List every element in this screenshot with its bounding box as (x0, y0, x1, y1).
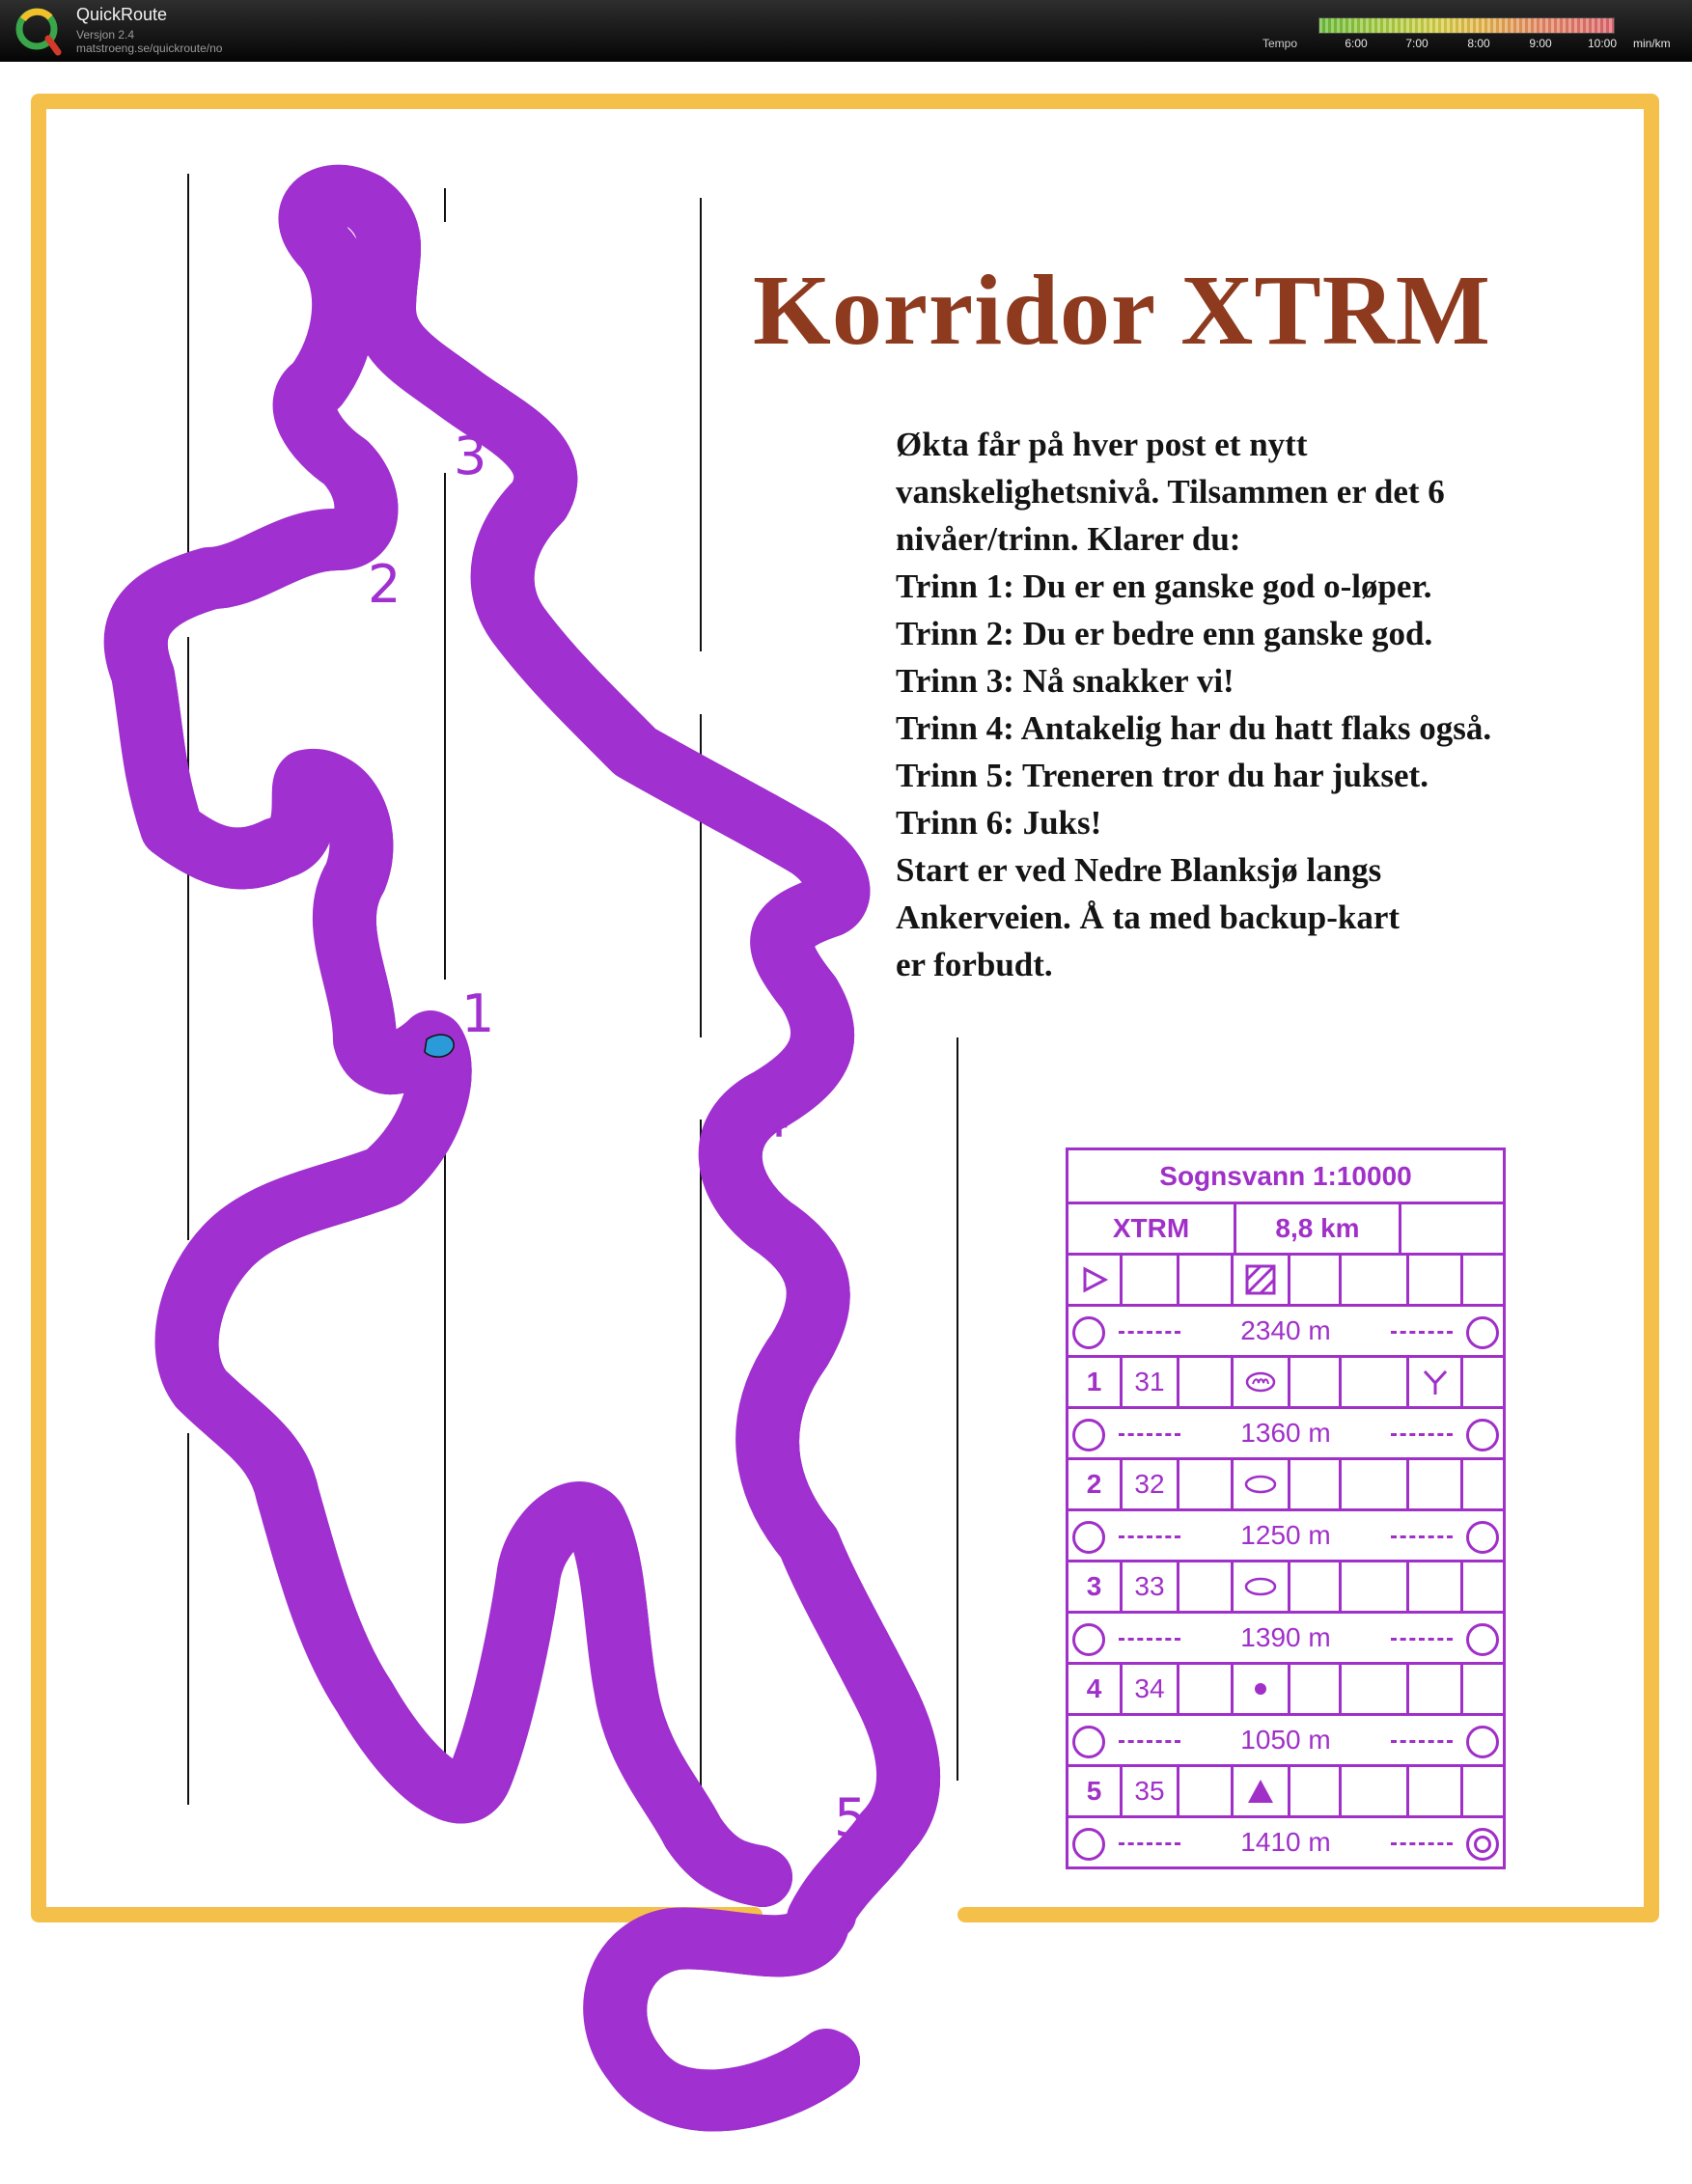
app-version: Versjon 2.4 (76, 28, 135, 41)
cd-leg-distance: 1250 m (1240, 1520, 1331, 1550)
leg-end-circle-icon (1466, 1726, 1499, 1758)
cd-course-row (1068, 1202, 1503, 1253)
leg-end-circle-icon (1466, 1623, 1499, 1656)
hatched-square-icon (1231, 1256, 1288, 1304)
cd-empty-cell (1339, 1562, 1406, 1611)
cd-control-number: 5 (1086, 1776, 1102, 1806)
leg-dash (1391, 1535, 1453, 1538)
cd-control-row (1068, 1764, 1503, 1815)
cd-empty-cell (1177, 1665, 1231, 1713)
leg-dash (1391, 1740, 1453, 1743)
orienteering-map[interactable] (0, 62, 1692, 2184)
map-description (896, 421, 1491, 988)
knoll-icon (1231, 1460, 1288, 1508)
description-line: er forbudt. (896, 946, 1053, 983)
cd-empty-cell (1339, 1665, 1406, 1713)
finish-circle-icon (1466, 1828, 1499, 1861)
tempo-color-scale (1318, 17, 1615, 34)
leg-start-circle-icon (1072, 1316, 1105, 1349)
control-number-4: 4 (757, 1089, 791, 1149)
cd-leg-distance: 1050 m (1240, 1725, 1331, 1755)
cd-leg-distance: 1360 m (1240, 1418, 1331, 1448)
cd-leg (1068, 1716, 1503, 1764)
start-triangle-icon (1068, 1256, 1120, 1304)
cd-leg-row (1068, 1611, 1503, 1662)
tempo-tick: 7:00 (1405, 37, 1428, 50)
leg-dash (1391, 1331, 1453, 1334)
cd-control-number: 3 (1086, 1571, 1102, 1601)
triangle-filled-icon (1231, 1767, 1288, 1815)
lake (425, 1035, 454, 1057)
leg-start-circle-icon (1072, 1521, 1105, 1554)
control-number-1: 1 (461, 983, 495, 1044)
description-line: Trinn 5: Treneren tror du har jukset. (896, 757, 1428, 794)
cd-empty-cell (1177, 1358, 1231, 1406)
cd-leg (1068, 1307, 1503, 1355)
map-title: Korridor XTRM (753, 255, 1491, 366)
control-number-2: 2 (368, 554, 402, 615)
cd-empty-cell (1339, 1358, 1406, 1406)
cd-start-row (1068, 1253, 1503, 1304)
cd-control-code: 35 (1120, 1767, 1177, 1815)
cd-leg-row (1068, 1304, 1503, 1355)
cd-empty-cell (1460, 1562, 1503, 1611)
cd-empty-cell (1406, 1665, 1460, 1713)
description-line: Ankerveien. Å ta med backup-kart (896, 898, 1401, 936)
cd-empty-cell (1288, 1358, 1339, 1406)
leg-dash (1391, 1842, 1453, 1845)
description-line: Trinn 2: Du er bedre enn ganske god. (896, 615, 1433, 652)
description-line: nivåer/trinn. Klarer du: (896, 520, 1241, 558)
leg-dash (1119, 1638, 1180, 1641)
leg-dash (1119, 1535, 1180, 1538)
leg-dash (1119, 1842, 1180, 1845)
cd-empty-cell (1406, 1460, 1460, 1508)
tempo-tick: 10:00 (1587, 37, 1618, 50)
cd-empty-cell (1177, 1256, 1231, 1304)
cd-empty-cell (1288, 1562, 1339, 1611)
route-gps-track-red (134, 195, 906, 2100)
leg-dash (1119, 1740, 1180, 1743)
control-description-table (1066, 1147, 1506, 1869)
control-number-3: 3 (454, 426, 487, 486)
cd-course-length: 8,8 km (1234, 1204, 1399, 1253)
cd-empty-cell (1406, 1562, 1460, 1611)
cd-control-code: 34 (1120, 1665, 1177, 1713)
cd-course-name: XTRM (1112, 1213, 1190, 1243)
knoll-icon (1231, 1562, 1288, 1611)
description-line: Start er ved Nedre Blanksjø langs (896, 851, 1382, 889)
cd-leg-row (1068, 1508, 1503, 1560)
cd-leg (1068, 1511, 1503, 1560)
cd-leg-row (1068, 1815, 1503, 1866)
cd-empty-cell (1288, 1665, 1339, 1713)
leg-end-circle-icon (1466, 1316, 1499, 1349)
cd-control-code: 31 (1120, 1358, 1177, 1406)
cd-empty-cell (1339, 1767, 1406, 1815)
control-number-5: 5 (834, 1787, 868, 1848)
leg-dash (1119, 1331, 1180, 1334)
leg-start-circle-icon (1072, 1726, 1105, 1758)
app-title: QuickRoute (76, 5, 168, 24)
cd-control-row (1068, 1662, 1503, 1713)
cd-control-row (1068, 1457, 1503, 1508)
leg-start-circle-icon (1072, 1419, 1105, 1451)
leg-dash (1391, 1433, 1453, 1436)
cd-control-number: 2 (1086, 1469, 1102, 1499)
cd-control-code: 32 (1120, 1460, 1177, 1508)
cd-empty-cell (1177, 1767, 1231, 1815)
dot-icon (1231, 1665, 1288, 1713)
cd-empty-cell (1399, 1204, 1503, 1253)
cd-empty-cell (1406, 1767, 1460, 1815)
cd-empty-cell (1177, 1562, 1231, 1611)
cd-empty-cell (1288, 1767, 1339, 1815)
cd-leg (1068, 1614, 1503, 1662)
cd-leg-distance: 1410 m (1240, 1827, 1331, 1857)
cd-empty-cell (1406, 1256, 1460, 1304)
cd-leg-row (1068, 1713, 1503, 1764)
tempo-tick: 9:00 (1529, 37, 1552, 50)
description-line: vanskelighetsnivå. Tilsammen er det 6 (896, 473, 1445, 511)
cd-empty-cell (1339, 1256, 1406, 1304)
cd-empty-cell (1460, 1665, 1503, 1713)
cd-empty-cell (1460, 1767, 1503, 1815)
cd-empty-cell (1288, 1460, 1339, 1508)
cd-empty-cell (1120, 1256, 1177, 1304)
cd-empty-cell (1288, 1256, 1339, 1304)
cd-event-title: Sognsvann 1:10000 (1159, 1160, 1412, 1191)
cd-empty-cell (1460, 1460, 1503, 1508)
tempo-label: Tempo (1262, 37, 1298, 50)
cd-leg (1068, 1818, 1503, 1866)
cd-leg-distance: 1390 m (1240, 1622, 1331, 1652)
cd-leg (1068, 1409, 1503, 1457)
app-url[interactable]: matstroeng.se/quickroute/no (76, 41, 223, 55)
cd-control-code: 33 (1120, 1562, 1177, 1611)
cd-empty-cell (1460, 1358, 1503, 1406)
y-junction-icon (1406, 1358, 1460, 1406)
app-title-bar (0, 0, 1692, 62)
leg-start-circle-icon (1072, 1623, 1105, 1656)
cd-empty-cell (1460, 1256, 1503, 1304)
description-line: Trinn 1: Du er en ganske god o-løper. (896, 567, 1432, 605)
cd-control-number: 4 (1086, 1673, 1102, 1703)
leg-end-circle-icon (1466, 1419, 1499, 1451)
depression-icon (1231, 1358, 1288, 1406)
description-line: Trinn 3: Nå snakker vi! (896, 662, 1234, 700)
leg-dash (1391, 1638, 1453, 1641)
cd-control-row (1068, 1355, 1503, 1406)
cd-control-number: 1 (1086, 1367, 1102, 1396)
cd-empty-cell (1339, 1460, 1406, 1508)
description-line: Trinn 4: Antakelig har du hatt flaks også. (896, 709, 1492, 747)
cd-control-row (1068, 1560, 1503, 1611)
tempo-tick: 8:00 (1467, 37, 1490, 50)
quickroute-logo-icon (14, 6, 62, 56)
cd-empty-cell (1177, 1460, 1231, 1508)
cd-header-row (1068, 1150, 1503, 1202)
tempo-unit: min/km (1633, 37, 1671, 50)
leg-dash (1119, 1433, 1180, 1436)
description-line: Økta får på hver post et nytt (896, 426, 1308, 463)
description-line: Trinn 6: Juks! (896, 804, 1102, 842)
cd-leg-distance: 2340 m (1240, 1315, 1331, 1345)
leg-end-circle-icon (1466, 1521, 1499, 1554)
tempo-tick: 6:00 (1345, 37, 1368, 50)
cd-leg-row (1068, 1406, 1503, 1457)
leg-start-circle-icon (1072, 1828, 1105, 1861)
